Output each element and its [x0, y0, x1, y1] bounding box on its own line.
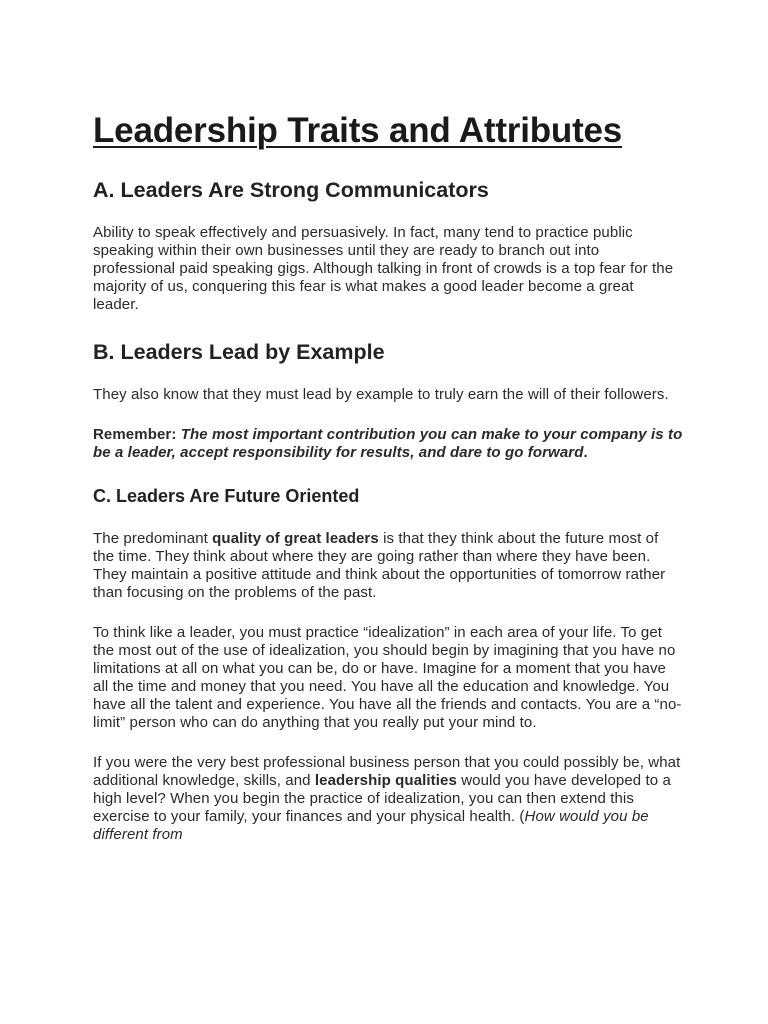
section-c-p1-start: The predominant [93, 530, 213, 547]
quality-of-great-leaders-link[interactable]: quality of great leaders [212, 530, 379, 547]
section-b-heading: B. Leaders Lead by Example [93, 340, 385, 364]
section-c-p3-middle: would you have developed to a high level? When you begin the practice of idealization, you can then extend this exercise to your family, your finances and your physical health. ( [93, 772, 671, 825]
remember-text: The most important contribution you can make to your company is to be a leader, accept responsibility for results, and dare to go forward [93, 426, 683, 461]
section-c-p3-start: If you were the very best professional business person that you could possibly be, what additional knowledge, skills, and [93, 754, 681, 789]
remember-callout [93, 426, 683, 462]
leadership-qualities-link[interactable]: leadership qualities [314, 772, 457, 789]
document-page [93, 110, 683, 844]
section-c-paragraph-1 [93, 530, 683, 602]
section-b-paragraph [93, 386, 683, 404]
section-a-heading: A. Leaders Are Strong Communicators [93, 178, 489, 202]
section-b-text-end: to truly earn the will of their followers. [413, 386, 669, 403]
section-c-p3-italic: How would you be different from [93, 808, 649, 843]
section-a-paragraph: Ability to speak effectively and persuasively. In fact, many tend to practice public speaking within their own businesses until they are ready to branch out into professional paid speaking gigs. Although talking in front of crowds is a top fear for the majority of us, conquering this fear is what makes a good leader become a great leader. [93, 224, 674, 313]
lead-by-example-link[interactable]: lead by example [302, 386, 414, 403]
section-c-heading: C. Leaders Are Future Oriented [93, 486, 360, 506]
section-b-text-start: They also know that they must [93, 386, 303, 403]
section-c-paragraph-3 [93, 754, 683, 844]
page-title: Leadership Traits and Attributes [93, 111, 623, 150]
remember-label: Remember: [93, 426, 181, 443]
remember-end: . [583, 444, 588, 461]
section-c-p1-end: is that they think about the future most of the time. They think about where they are going rather than where they have been. They maintain a positive attitude and think about the opportunities of tomorrow rather than focusing on the problems of the past. [93, 530, 666, 601]
section-c-paragraph-2: To think like a leader, you must practice “idealization” in each area of your life. To get the most out of the use of idealization, you should begin by imagining that you have no limitations at all on what you can be, do or have. Imagine for a moment that you have all the time and money that you need. You have all the education and knowledge. You have all the talent and experience. You have all the friends and contacts. You are a “no-limit” person who can do anything that you really put your mind to. [93, 624, 682, 731]
